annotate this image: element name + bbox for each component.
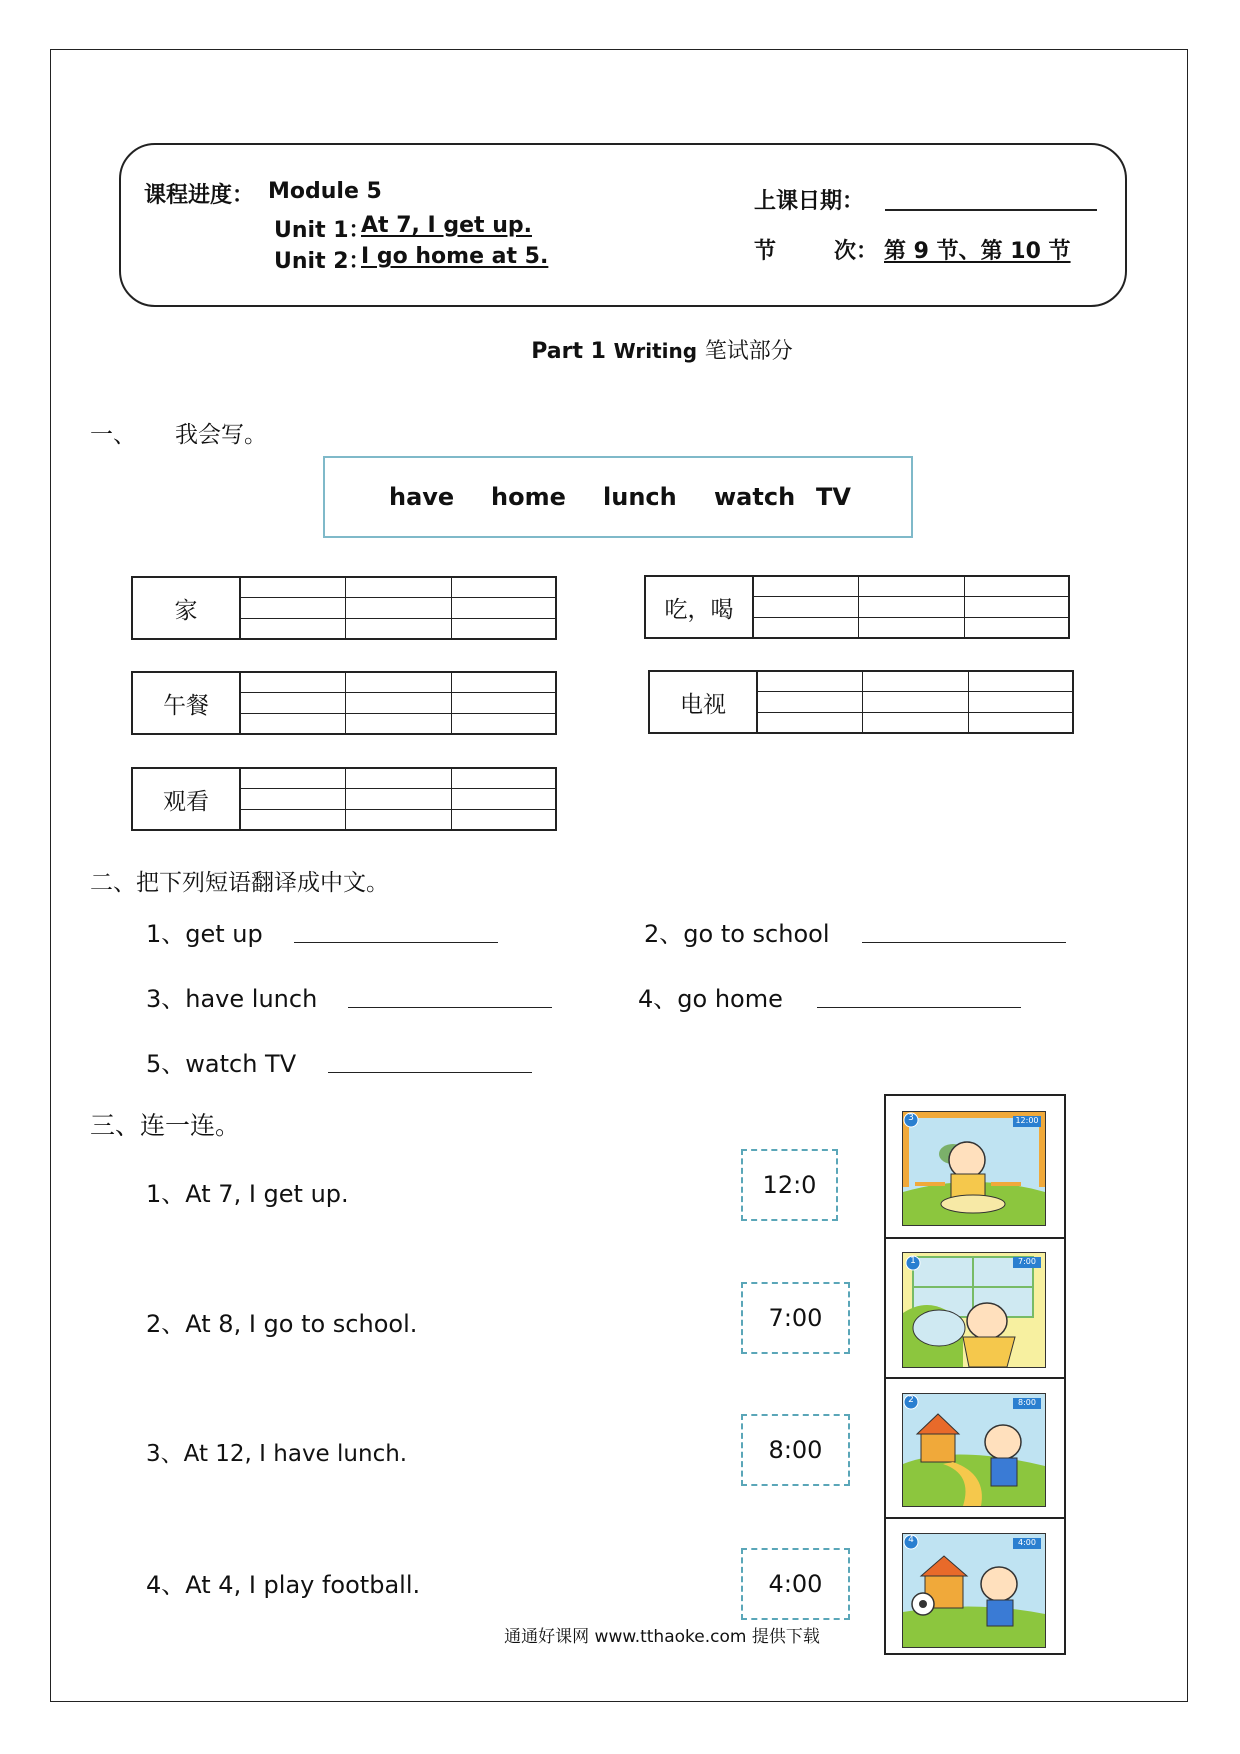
picture-get-up (902, 1252, 1046, 1368)
writing-table-have (644, 575, 1070, 639)
get-up-scene-image (903, 1253, 1045, 1367)
phrase-text: 4、go home (638, 985, 783, 1013)
unit2-label: Unit 2： (274, 249, 371, 274)
part-title (0, 334, 1240, 365)
picture-go-to-school (902, 1393, 1046, 1507)
picture-clock: 8:00 (1018, 1398, 1036, 1407)
picture-clock: 4:00 (1018, 1538, 1036, 1547)
writing-table-home (131, 576, 557, 640)
picture-number: 2 (908, 1395, 914, 1405)
writing-table-label: 电视 (650, 672, 758, 732)
part-cn: 笔试部分 (704, 339, 793, 364)
writing-table-tv (648, 670, 1074, 734)
section1-title: 我会写。 (175, 422, 267, 448)
phrase-item (644, 914, 829, 949)
match-sentence: 3、At 12, I have lunch. (146, 1441, 408, 1467)
part-number: Part 1 (531, 339, 606, 364)
answer-blank[interactable] (348, 1005, 552, 1008)
word-bank (323, 456, 913, 538)
answer-blank[interactable] (328, 1070, 532, 1073)
session-label-a: 节 (754, 239, 777, 264)
match-sentence: 2、At 8, I go to school. (146, 1310, 418, 1338)
unit1-title: At 7, I get up. (361, 213, 532, 238)
word-bank-item: TV (816, 483, 851, 511)
phrase-text: 3、have lunch (146, 985, 318, 1013)
writing-table-label: 家 (133, 578, 241, 638)
phrase-item (146, 979, 317, 1014)
section1-number: 一、 (90, 422, 136, 448)
time-box[interactable]: 7:00 (741, 1282, 850, 1354)
phrase-item (638, 979, 783, 1014)
phrase-text: 5、watch TV (146, 1050, 297, 1078)
time-box[interactable]: 12:0 (741, 1149, 838, 1221)
footer-credit: 通通好课网 www.tthaoke.com 提供下载 (504, 1627, 820, 1647)
session-value: 第 9 节、第 10 节 (884, 239, 1071, 264)
course-header-box (119, 143, 1127, 307)
word-bank-item: home (491, 483, 566, 511)
time-box[interactable]: 4:00 (741, 1548, 850, 1620)
session-label-b: 次： (834, 239, 879, 264)
writing-table-watch (131, 767, 557, 831)
progress-label: 课程进度： (144, 183, 255, 208)
word-bank-item: watch (714, 483, 796, 511)
unit2-title: I go home at 5. (361, 244, 549, 269)
match-sentence: 1、At 7, I get up. (146, 1180, 349, 1208)
writing-table-label: 吃，喝 (646, 577, 754, 637)
lunch-scene-image (903, 1112, 1045, 1225)
word-bank-item: lunch (603, 483, 677, 511)
unit1-label: Unit 1： (274, 218, 371, 243)
section2-title: 二、把下列短语翻译成中文。 (90, 870, 389, 896)
answer-blank[interactable] (294, 940, 498, 943)
phrase-item (146, 914, 263, 949)
phrase-text: 2、go to school (644, 920, 830, 948)
time-box[interactable]: 8:00 (741, 1414, 850, 1486)
answer-blank[interactable] (862, 940, 1066, 943)
match-sentence: 4、At 4, I play football. (146, 1571, 421, 1599)
writing-table-lunch (131, 671, 557, 735)
picture-clock: 7:00 (1018, 1257, 1036, 1266)
school-scene-image (903, 1394, 1045, 1506)
picture-clock: 12:00 (1015, 1116, 1039, 1125)
picture-number: 1 (910, 1256, 916, 1266)
phrase-text: 1、get up (146, 920, 263, 948)
phrase-item (146, 1044, 296, 1079)
picture-number: 3 (908, 1113, 914, 1123)
module-name: Module 5 (268, 179, 382, 204)
part-sub: Writing (613, 339, 698, 363)
writing-table-label: 午餐 (133, 673, 241, 733)
date-blank (885, 209, 1097, 211)
date-label: 上课日期： (754, 189, 865, 214)
picture-lunch (902, 1111, 1046, 1226)
picture-number: 4 (908, 1535, 914, 1545)
word-bank-item: have (389, 483, 455, 511)
writing-table-label: 观看 (133, 769, 241, 829)
section3-title: 三、连一连。 (90, 1111, 241, 1140)
answer-blank[interactable] (817, 1005, 1021, 1008)
